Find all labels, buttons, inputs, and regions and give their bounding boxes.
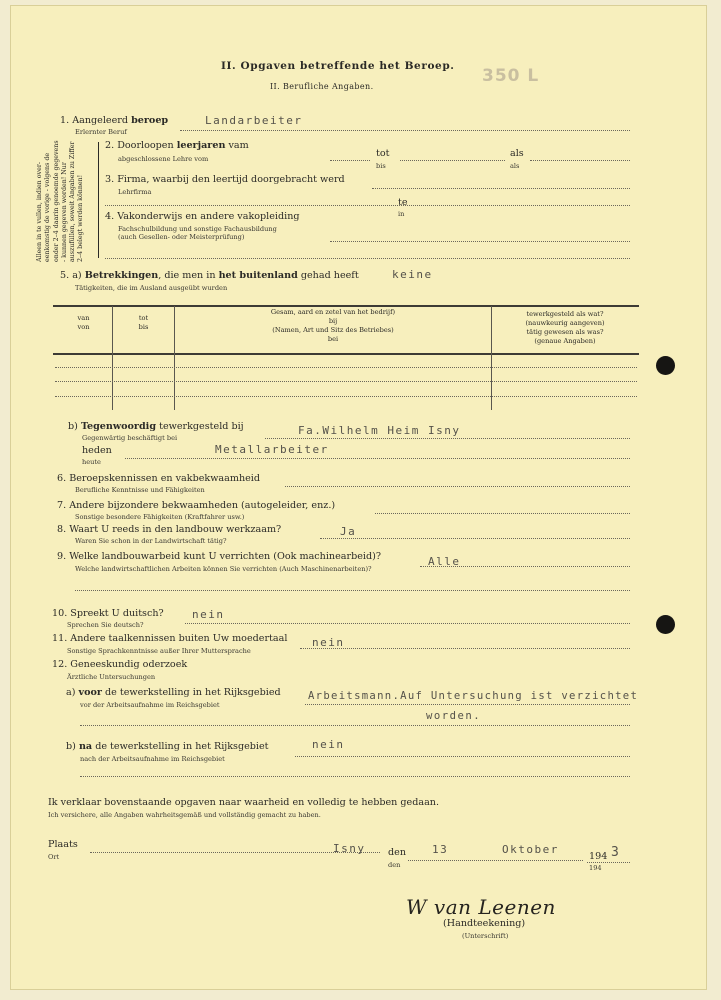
table-row-line (55, 396, 637, 397)
sign-label-de: (Unterschrift) (462, 932, 509, 940)
q10-answer: nein (192, 608, 225, 621)
th-firm: Gesam, aard en zetel van het bedrijf) bij (Namen, Art und Sitz des Betriebes) bei (270, 308, 396, 343)
q4-label: 4. Vakonderwijs en andere vakopleiding (105, 211, 300, 222)
q5a-answer: keine (392, 268, 433, 281)
q9-sub: Welche landwirtschaftlichen Arbeiten können Sie verrichten (Auch Maschinenarbeiten)? (75, 565, 372, 573)
answer-line (125, 458, 630, 459)
date-day: 13 (432, 843, 449, 856)
q7-sub: Sonstige besondere Fähigkeiten (Kraftfahrer usw.) (75, 513, 245, 521)
answer-line (300, 648, 630, 649)
th-role: tewerkgesteld als wat? (nauwkeurig aangeven) tätig gewesen als was? (genaue Angaben) (525, 310, 605, 345)
q2-als: als (510, 148, 524, 159)
q8-label: 8. Waart U reeds in den landbouw werkzaam? (57, 524, 282, 535)
answer-line (375, 513, 630, 514)
answer-line (285, 486, 630, 487)
ort-label: Ort (48, 853, 60, 861)
answer-line (185, 623, 630, 624)
table-row-line (55, 381, 637, 382)
table-header-rule (53, 353, 639, 355)
side-note-text: Alleen in te vullen, indien overeenkomstig de vorige ‑ volgens de onder 2–4 daarin genoemde gegevens ‑ kunnen gegeven worden! Nur auszufüllen, soweit Angaben zu Ziffer 2–4 belegt werden können! (36, 140, 85, 262)
answer-line (180, 130, 630, 131)
answer-line (295, 756, 630, 757)
q6-label: 6. Beroepskennissen en vakbekwaamheid (57, 473, 261, 484)
th-tot: tot bis (138, 314, 149, 331)
place-value: Isny (333, 842, 366, 855)
table-row-line (55, 367, 637, 368)
q12a-sub: vor der Arbeitsaufnahme im Reichsgebiet (80, 701, 220, 709)
q3-label: 3. Firma, waarbij den leertijd doorgebracht werd (105, 174, 345, 185)
q11-label: 11. Andere taalkennissen buiten Uw moedertaal (52, 633, 288, 644)
answer-line (105, 258, 630, 259)
q9-answer: Alle (428, 555, 461, 568)
q4-sub1: Fachschulbildung und sonstige Fachausbildung (118, 225, 277, 233)
date-line (408, 860, 583, 861)
q5b-answer: Fa.Wilhelm Heim Isny (298, 424, 461, 437)
q7-label: 7. Andere bijzondere bekwaamheden (autogeleider, enz.) (57, 500, 336, 511)
signature: W van Leenen (406, 895, 556, 919)
answer-line (400, 160, 505, 161)
q10-label: 10. Spreekt U duitsch? (52, 608, 164, 619)
den-label: den (388, 847, 406, 858)
answer-line (105, 205, 630, 206)
q10-sub: Sprechen Sie deutsch? (67, 621, 144, 629)
q2-bis: bis (376, 162, 386, 170)
th-van: van von (77, 314, 90, 331)
q12b-sub: nach der Arbeitsaufnahme im Reichsgebiet (80, 755, 225, 763)
sign-label-nl: (Handteekening) (443, 918, 526, 929)
section-subtitle: II. Berufliche Angaben. (270, 82, 374, 91)
q2-tot: tot (376, 148, 390, 159)
q5b-answer2: Metallarbeiter (215, 443, 329, 456)
q5b-heute: heute (82, 458, 101, 466)
year-prefix: 194 (589, 851, 608, 862)
q4-te: te (398, 197, 408, 208)
q1-answer: Landarbeiter (205, 114, 303, 127)
faded-stamp: 350 L (482, 66, 540, 86)
q12-sub: Ärztliche Untersuchungen (67, 673, 156, 681)
table-top-rule (53, 305, 639, 307)
plaats-label: Plaats (48, 839, 78, 850)
answer-line (265, 438, 630, 439)
q5b-heden: heden (82, 445, 112, 456)
q4-sub2: (auch Gesellen- oder Meisterprüfung) (118, 233, 245, 241)
q8-answer: Ja (340, 525, 357, 538)
q6-sub: Berufliche Kenntnisse und Fähigkeiten (75, 486, 205, 494)
q1-label: 1. Aangeleerd beroep (60, 115, 169, 126)
year-digit: 3 (611, 845, 621, 860)
q11-sub: Sonstige Sprachkenntnisse außer Ihrer Muttersprache (67, 647, 251, 655)
declaration-nl: Ik verklaar bovenstaande opgaven naar waarheid en volledig te hebben gedaan. (48, 797, 440, 808)
q2-sub: abgeschlossene Lehre vom (118, 155, 209, 163)
q12-label: 12. Geneeskundig oderzoek (52, 659, 188, 670)
date-month: Oktober (502, 843, 559, 856)
section-title: II. Opgaven betreffende het Beroep. (221, 60, 455, 72)
q5a-label: 5. a) Betrekkingen, die men in het buitenland gehad heeft (60, 270, 359, 281)
q4-in: in (398, 210, 405, 218)
q12a-label: a) voor de tewerkstelling in het Rijksgebied (66, 687, 281, 698)
answer-line (330, 160, 370, 161)
answer-line (75, 590, 630, 591)
q12a-answer-1: Arbeitsmann.Auf Untersuchung ist verzichtet (308, 690, 639, 702)
q12a-answer-2: worden. (426, 710, 482, 722)
punch-hole (656, 356, 675, 375)
year-line (587, 862, 630, 863)
q12b-label: b) na de tewerkstelling in het Rijksgebiet (66, 741, 269, 752)
answer-line (305, 704, 630, 705)
q5a-sub: Tätigkeiten, die im Ausland ausgeübt wurden (75, 284, 228, 292)
answer-line (80, 725, 630, 726)
answer-line (420, 566, 630, 567)
q9-label: 9. Welke landbouwarbeid kunt U verrichten (Ook machinearbeid)? (57, 551, 381, 562)
q1-sub: Erlernter Beruf (75, 128, 127, 136)
q12b-answer: nein (312, 738, 345, 751)
answer-line (372, 188, 630, 189)
punch-hole (656, 615, 675, 634)
answer-line (320, 538, 630, 539)
q5b-sub: Gegenwärtig beschäftigt bei (82, 434, 178, 442)
bracket-line (98, 142, 99, 258)
q8-sub: Waren Sie schon in der Landwirtschaft tätig? (75, 537, 227, 545)
den-de-label: den (388, 861, 401, 869)
q5b-label: b) Tegenwoordig tewerkgesteld bij (68, 421, 244, 432)
table-col-divider (174, 306, 175, 410)
answer-line (330, 241, 630, 242)
q11-answer: nein (312, 636, 345, 649)
q3-sub: Lehrfirma (118, 188, 152, 196)
answer-line (530, 160, 630, 161)
answer-line (80, 776, 630, 777)
side-note (36, 140, 86, 262)
year-prefix-de: 194 (589, 864, 602, 872)
q2-als-de: als (510, 162, 520, 170)
q2-label: 2. Doorloopen leerjaren vam (105, 140, 249, 151)
declaration-de: Ich versichere, alle Angaben wahrheitsgemäß und vollständig gemacht zu haben. (48, 811, 321, 819)
